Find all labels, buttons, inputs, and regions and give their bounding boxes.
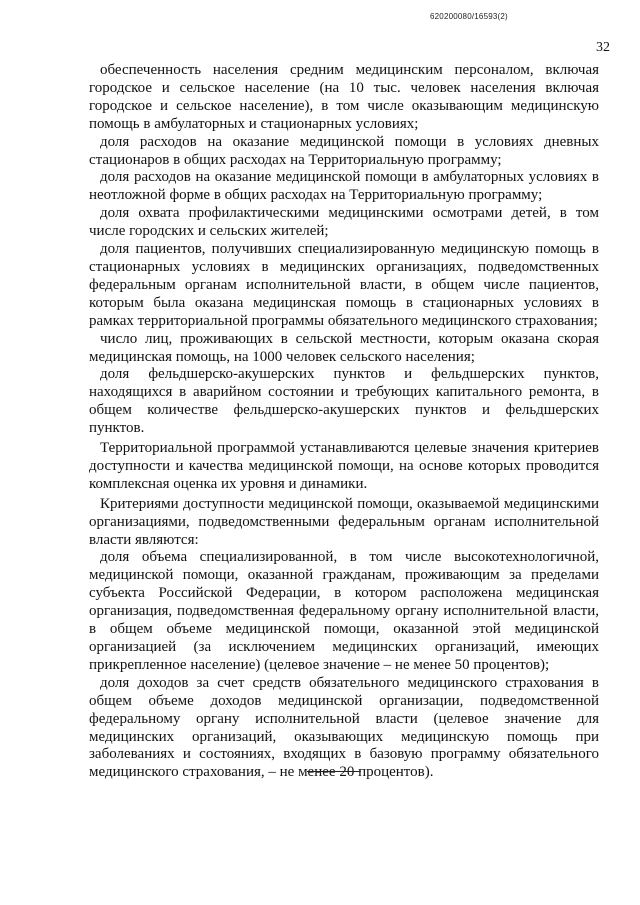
paragraph: Критериями доступности медицинской помощи, оказываемой медицинскими организациями, подведомственными федеральным органам исполнительной власти являются: [89, 495, 599, 548]
paragraph: доля пациентов, получивших специализированную медицинскую помощь в стационарных условиях в медицинских организациях, подведомственных федеральным органам исполнительной власти, в общем числе пациентов, которым была оказана медицинская помощь в стационарных условиях в рамках территориальной программы обязательного медицинского страхования; [89, 241, 599, 329]
paragraph: доля охвата профилактическими медицинскими осмотрами детей, в том числе городских и сельских жителей; [89, 205, 599, 240]
paragraph: обеспеченность населения средним медицинским персоналом, включая городское и сельское население (на 10 тыс. человек населения включая городское и сельское население), в том числе оказывающим медицинскую помощь в амбулаторных и стационарных условиях; [89, 62, 599, 132]
paragraph: доля фельдшерско-акушерских пунктов и фельдшерских пунктов, находящихся в аварийном состоянии и требующих капитального ремонта, в общем количестве фельдшерско-акушерских пунктов и фельдшерских пунктов. [89, 366, 599, 437]
paragraph: доля расходов на оказание медицинской помощи в условиях дневных стационаров в общих расходах на Территориальную программу; [89, 133, 599, 168]
document-body [89, 62, 599, 782]
paragraph: доля объема специализированной, в том числе высокотехнологичной, медицинской помощи, оказанной гражданам, проживающим за пределами субъекта Российской Федерации, в котором расположена медицинская организация, подведомственная федеральному органу исполнительной власти, в общем объеме медицинской помощи, оказанной этой медицинской организацией (за исключением медицинских организаций, имеющих прикрепленное население) (целевое значение – не менее 50 процентов); [89, 549, 599, 673]
page-number: 32 [596, 40, 610, 55]
end-divider [307, 771, 361, 772]
paragraph: доля доходов за счет средств обязательного медицинского страхования в общем объеме доходов медицинской организации, подведомственной федеральному органу исполнительной власти (целевое значение для медицинских организаций, оказывающих медицинскую помощь при заболеваниях и состояниях, входящих в базовую программу обязательного медицинского страхования, – не менее 20 процентов). [89, 674, 599, 781]
paragraph: Территориальной программой устанавливаются целевые значения критериев доступности и качества медицинской помощи, на основе которых проводится комплексная оценка их уровня и динамики. [89, 440, 599, 492]
paragraph: доля расходов на оказание медицинской помощи в амбулаторных условиях в неотложной форме в общих расходах на Территориальную программу; [89, 169, 599, 204]
paragraph: число лиц, проживающих в сельской местности, которым оказана скорая медицинская помощь, на 1000 человек сельского населения; [89, 330, 599, 365]
document-code: 620200080/16593(2) [430, 12, 508, 21]
